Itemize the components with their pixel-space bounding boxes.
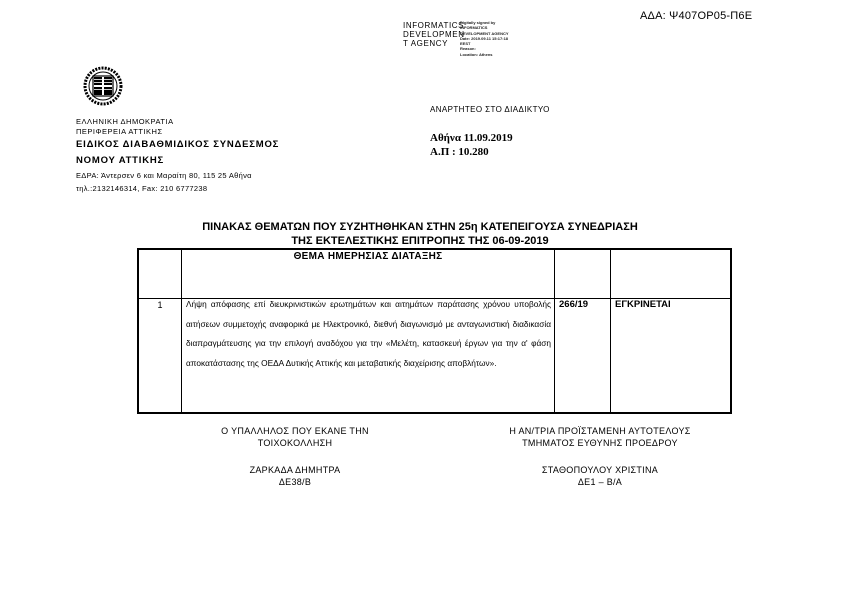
signatory-role: ΤΜΗΜΑΤΟΣ ΕΥΘΥΝΗΣ ΠΡΟΕΔΡΟΥ bbox=[522, 438, 678, 448]
document-date: Αθήνα 11.09.2019 bbox=[430, 132, 513, 144]
stamp-line: T AGENCY bbox=[403, 39, 449, 48]
row-decision-cell bbox=[555, 299, 611, 414]
signature-line: INFORMATICS bbox=[460, 25, 488, 31]
org-name: ΕΙΔΙΚΟΣ ΔΙΑΒΑΘΜΙΔΙΚΟΣ ΣΥΝΔΕΣΜΟΣ bbox=[76, 139, 280, 150]
stamp-line: INFORMATICS bbox=[403, 21, 465, 30]
date-protocol-block bbox=[430, 131, 513, 159]
org-region: ΠΕΡΙΦΕΡΕΙΑ ΑΤΤΙΚΗΣ bbox=[76, 127, 163, 136]
signature-line: Date: 2019.09.11 15:17:18 bbox=[460, 35, 509, 41]
row-number: 1 bbox=[157, 300, 163, 310]
signatory-grade: ΔΕ1 – Β/Α bbox=[577, 477, 623, 487]
ada-code: ΑΔΑ: Ψ407ΟΡ05-Π6Ε bbox=[640, 10, 753, 22]
header-cell-subject bbox=[182, 249, 555, 299]
org-country: ΕΛΛΗΝΙΚΗ ΔΗΜΟΚΡΑΤΙΑ bbox=[76, 117, 174, 126]
decision-number: 266/19 bbox=[559, 299, 589, 310]
title-line-2: ΤΗΣ ΕΚΤΕΛΕΣΤΙΚΗΣ ΕΠΙΤΡΟΠΗΣ ΤΗΣ 06-09-2019 bbox=[291, 235, 549, 247]
signature-line: Digitally signed by bbox=[460, 20, 496, 25]
header-cell-number bbox=[138, 249, 182, 299]
row-result-cell bbox=[611, 299, 732, 414]
signatory-name: ΖΑΡΚΑΔΑ ΔΗΜΗΤΡΑ bbox=[249, 465, 341, 475]
signatory-grade: ΔΕ38/Β bbox=[278, 477, 312, 487]
signature-line: Location: Athens bbox=[460, 51, 493, 57]
org-contact: τηλ.:2132146314, Fax: 210 6777238 bbox=[76, 184, 208, 193]
signature-line: DEVELOPMENT AGENCY bbox=[460, 30, 509, 36]
agenda-table bbox=[137, 248, 732, 414]
header-cell-decision bbox=[555, 249, 611, 299]
signature-left bbox=[185, 425, 405, 488]
informatics-stamp bbox=[403, 21, 465, 48]
greek-emblem-icon bbox=[82, 66, 124, 106]
decision-result: ΕΓΚΡΙΝΕΤΑΙ bbox=[615, 299, 671, 310]
row-subject-cell bbox=[182, 299, 555, 414]
subject-header: ΘΕΜΑ ΗΜΕΡΗΣΙΑΣ ΔΙΑΤΑΞΗΣ bbox=[293, 251, 443, 262]
row-number-cell bbox=[138, 299, 182, 414]
signature-line: Reason: bbox=[460, 46, 476, 52]
digital-signature-details bbox=[460, 20, 509, 57]
protocol-number: Α.Π : 10.280 bbox=[430, 146, 489, 158]
header-cell-result bbox=[611, 249, 732, 299]
signatory-name: ΣΤΑΘΟΠΟΥΛΟΥ ΧΡΙΣΤΙΝΑ bbox=[541, 465, 659, 475]
signatory-role: Ο ΥΠΑΛΛΗΛΟΣ ΠΟΥ ΕΚΑΝΕ ΤΗΝ bbox=[221, 426, 369, 436]
signature-line: EEST bbox=[460, 41, 471, 47]
organization-block bbox=[76, 117, 279, 195]
posting-notice: ΑΝΑΡΤΗΤΕΟ ΣΤΟ ΔΙΑΔΙΚΤΥΟ bbox=[430, 105, 550, 114]
stamp-line: DEVELOPMEN bbox=[403, 30, 465, 39]
title-line-1: ΠΙΝΑΚΑΣ ΘΕΜΑΤΩΝ ΠΟΥ ΣΥΖΗΤΗΘΗΚΑΝ ΣΤΗΝ 25η ΚΑΤΕΠΕΙΓΟΥΣΑ ΣΥΝΕΔΡΙΑΣΗ bbox=[202, 221, 638, 233]
table-row bbox=[138, 299, 731, 414]
signature-right bbox=[475, 425, 725, 488]
table-header-row bbox=[138, 249, 731, 299]
org-address: ΕΔΡΑ: Άντερσεν 6 και Μαραίτη 80, 115 25 Αθήνα bbox=[76, 171, 252, 180]
document-title bbox=[190, 220, 650, 248]
org-prefecture: ΝΟΜΟΥ ΑΤΤΙΚΗΣ bbox=[76, 155, 165, 166]
signatory-role: ΤΟΙΧΟΚΟΛΛΗΣΗ bbox=[257, 438, 333, 448]
signatory-role: Η ΑΝ/ΤΡΙΑ ΠΡΟΪΣΤΑΜΕΝΗ ΑΥΤΟΤΕΛΟΥΣ bbox=[509, 426, 691, 436]
row-subject: Λήψη απόφασης επί διευκρινιστικών ερωτημάτων και αιτημάτων παράτασης χρόνου υποβολής αιτήσεων συμμετοχής αναφορικά με Ηλεκτρονικό, διεθνή διαγωνισμό με ανταγωνιστική διαδικασία διαπραγμάτευσης για την επιλογή αναδόχου για την «Μελέτη, κατασκευή έργων για την α' φάση αποκατάστασης της ΟΕΔΑ Δυτικής Αττικής και μεταβατικής διαχείρισης αποβλήτων». bbox=[186, 299, 551, 368]
